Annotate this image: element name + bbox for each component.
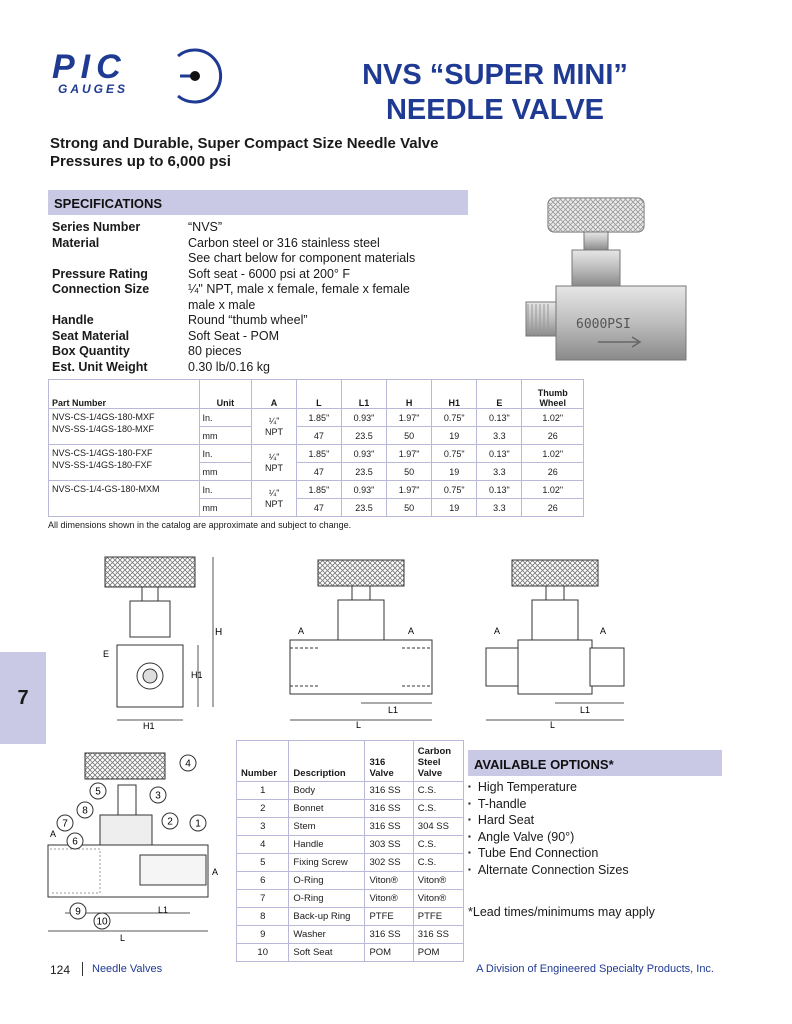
column-header: 316 Valve (365, 741, 413, 782)
component-cell: O-Ring (289, 890, 365, 908)
unit-cell: mm (199, 499, 252, 517)
callout-5 (90, 783, 106, 799)
callout-number: 10 (96, 916, 108, 928)
part-number: NVS-SS-1/4GS-180-MXF (52, 424, 155, 434)
component-cell: 7 (237, 890, 289, 908)
spec-row (52, 220, 448, 236)
spec-value: 0.30 lb/0.16 kg (188, 359, 271, 374)
spec-value: “NVS” (188, 220, 223, 234)
column-header: Carbon Steel Valve (413, 741, 463, 782)
component-cell: 303 SS (365, 836, 413, 854)
dim-l-label: L (550, 720, 556, 728)
component-cell: C.S. (413, 782, 463, 800)
dim-a-label-left: A (494, 626, 501, 636)
component-cell: POM (365, 944, 413, 962)
dim-l1-label: L1 (580, 705, 591, 715)
spec-row (52, 298, 448, 314)
footer-page-number: 124 (50, 963, 71, 977)
part-number: NVS-CS-1/4GS-180-FXF (52, 448, 153, 458)
component-cell: 6 (237, 872, 289, 890)
drawing-front-view (95, 545, 235, 730)
callout-number: 6 (72, 836, 78, 848)
callout-3 (150, 787, 166, 803)
dimension-cell: 50 (387, 499, 432, 517)
dimension-cell: 3.3 (477, 463, 522, 481)
unit-cell: mm (199, 463, 252, 481)
spec-label: Seat Material (52, 328, 130, 343)
component-cell: 302 SS (365, 854, 413, 872)
table-row (237, 872, 464, 890)
dimension-cell: 1.85" (296, 481, 341, 499)
subtitle-line1: Strong and Durable, Super Compact Size Needle Valve (50, 135, 439, 152)
product-photo (508, 192, 698, 372)
callout-number: 4 (185, 758, 191, 770)
dimension-cell: 0.93" (341, 445, 386, 463)
dimension-cell: 0.13" (477, 445, 522, 463)
dim-a-label-right: A (600, 626, 607, 636)
option-item: ▪ T-handle (468, 797, 629, 814)
page-title-line1: NVS “SUPER MINI” (362, 59, 628, 91)
callout-number: 7 (62, 818, 68, 830)
dimension-cell: 3.3 (477, 499, 522, 517)
dimension-cell: 1.85" (296, 409, 341, 427)
component-cell: Body (289, 782, 365, 800)
spec-label (52, 251, 188, 267)
column-header: L1 (341, 380, 386, 409)
drawing-mxm-view (480, 548, 630, 728)
dimension-cell: 1.02" (522, 409, 584, 427)
dim-l1-label: L1 (388, 705, 399, 715)
spec-value: 80 pieces (188, 344, 242, 358)
dimension-cell: 3.3 (477, 427, 522, 445)
connection-fraction: ¼" (268, 415, 280, 426)
table-row (49, 445, 584, 463)
dimension-cell: 23.5 (341, 463, 386, 481)
footer-section: Needle Valves (92, 963, 163, 975)
dimension-cell: 47 (296, 499, 341, 517)
callout-number: 3 (155, 790, 161, 802)
table-row (49, 481, 584, 499)
spec-value: Soft seat - 6000 psi at 200° F (188, 266, 351, 281)
logo-subtext: GAUGES (58, 82, 129, 96)
specifications-heading: SPECIFICATIONS (48, 190, 468, 215)
dimension-cell: 1.02" (522, 481, 584, 499)
dimensions-table (48, 379, 584, 517)
component-cell: 304 SS (413, 818, 463, 836)
exploded-view-drawing (40, 745, 230, 945)
spec-row (52, 313, 448, 329)
spec-value: male x male (188, 297, 256, 312)
dimension-cell: 23.5 (341, 499, 386, 517)
component-cell: Viton® (413, 890, 463, 908)
part-number: NVS-SS-1/4GS-180-FXF (52, 460, 153, 470)
component-cell: Viton® (365, 872, 413, 890)
component-cell: 316 SS (413, 926, 463, 944)
component-cell: 3 (237, 818, 289, 836)
spec-value: Round “thumb wheel” (188, 313, 308, 327)
component-cell: PTFE (413, 908, 463, 926)
component-cell: 2 (237, 800, 289, 818)
spec-label: Handle (52, 313, 94, 327)
section-tab: 7 (0, 652, 46, 744)
dim-h-label: H (215, 627, 223, 638)
column-header: Number (237, 741, 289, 782)
dimension-cell: 0.75" (432, 445, 477, 463)
callout-4 (180, 755, 196, 771)
callout-2 (162, 813, 178, 829)
column-header: Unit (199, 380, 252, 409)
dimension-cell: 1.97" (387, 409, 432, 427)
table-header-row (49, 380, 584, 409)
dimension-cell: 1.02" (522, 445, 584, 463)
callout-10 (94, 913, 110, 929)
component-cell: 316 SS (365, 818, 413, 836)
spec-row (52, 236, 448, 252)
unit-cell: In. (199, 445, 252, 463)
table-row (237, 818, 464, 836)
callout-7 (57, 815, 73, 831)
table-row (237, 854, 464, 872)
option-item: ▪ Hard Seat (468, 813, 629, 830)
dim-l1-label: L1 (158, 905, 169, 915)
component-cell: PTFE (365, 908, 413, 926)
table-row (237, 926, 464, 944)
dim-h1-bottom-label: H1 (143, 721, 155, 730)
table-row (49, 409, 584, 427)
component-cell: 8 (237, 908, 289, 926)
dim-a-label-left: A (298, 626, 305, 636)
component-cell: Bonnet (289, 800, 365, 818)
table-row (237, 782, 464, 800)
callout-6 (67, 833, 83, 849)
dimension-cell: 0.13" (477, 481, 522, 499)
footer-division: A Division of Engineered Specialty Products, Inc. (476, 963, 714, 975)
column-header: H (387, 380, 432, 409)
callout-number: 2 (167, 816, 173, 828)
part-number: NVS-CS-1/4GS-180-MXF (52, 412, 155, 422)
page-title-line2: NEEDLE VALVE (385, 94, 605, 126)
table-header-row (237, 741, 464, 782)
dimension-cell: 0.13" (477, 409, 522, 427)
table-row (237, 908, 464, 926)
photo-marking: 6000PSI (576, 317, 631, 332)
dimension-cell: 50 (387, 463, 432, 481)
component-cell: 316 SS (365, 926, 413, 944)
dimension-cell: 26 (522, 463, 584, 481)
component-cell: Handle (289, 836, 365, 854)
logo-text: PIC (52, 48, 127, 86)
column-header: H1 (432, 380, 477, 409)
dimensions-note: All dimensions shown in the catalog are approximate and subject to change. (48, 520, 352, 530)
dimension-cell: 26 (522, 499, 584, 517)
unit-cell: In. (199, 409, 252, 427)
spec-label: Material (52, 235, 100, 250)
spec-value: Carbon steel or 316 stainless steel (188, 235, 380, 250)
connection-size-cell (252, 445, 297, 481)
dimension-cell: 0.75" (432, 409, 477, 427)
spec-row (52, 267, 448, 283)
component-cell: Washer (289, 926, 365, 944)
component-cell: Fixing Screw (289, 854, 365, 872)
footer-divider (82, 962, 83, 976)
spec-label: Box Quantity (52, 344, 130, 358)
dimension-cell: 0.93" (341, 481, 386, 499)
component-cell: C.S. (413, 854, 463, 872)
component-cell: POM (413, 944, 463, 962)
connection-size-cell (252, 409, 297, 445)
drawing-fxf-view (280, 548, 440, 728)
part-number: NVS-CS-1/4-GS-180-MXM (52, 484, 160, 494)
spec-label (52, 298, 188, 314)
component-cell: C.S. (413, 836, 463, 854)
spec-label: Connection Size (52, 282, 150, 296)
component-cell: 5 (237, 854, 289, 872)
dimension-cell: 50 (387, 427, 432, 445)
dim-e-label: E (103, 649, 110, 659)
component-cell: O-Ring (289, 872, 365, 890)
components-table (236, 740, 464, 962)
component-cell: Viton® (365, 890, 413, 908)
unit-cell: In. (199, 481, 252, 499)
connection-fraction: ¼" (268, 451, 280, 462)
option-item: ▪ Angle Valve (90°) (468, 830, 629, 847)
dimension-cell: 19 (432, 499, 477, 517)
dimension-cell: 1.97" (387, 481, 432, 499)
column-header: Thumb Wheel (522, 380, 584, 409)
spec-value: Soft Seat - POM (188, 328, 280, 343)
dimension-cell: 26 (522, 427, 584, 445)
options-note: *Lead times/minimums may apply (468, 905, 655, 919)
dim-l-label: L (120, 933, 126, 943)
column-header: E (477, 380, 522, 409)
dim-a-label-left: A (50, 829, 57, 839)
spec-row (52, 360, 448, 376)
subtitle (50, 135, 438, 171)
specifications-list (52, 220, 448, 375)
column-header: Part Number (49, 380, 200, 409)
connection-type: NPT (265, 426, 284, 437)
callout-1 (190, 815, 206, 831)
spec-row (52, 344, 448, 360)
option-item: ▪ Alternate Connection Sizes (468, 863, 629, 880)
spec-label: Series Number (52, 220, 141, 234)
dimension-cell: 0.75" (432, 481, 477, 499)
component-cell: Viton® (413, 872, 463, 890)
dimension-cell: 23.5 (341, 427, 386, 445)
component-cell: Soft Seat (289, 944, 365, 962)
options-heading: AVAILABLE OPTIONS* (468, 750, 722, 776)
component-cell: 9 (237, 926, 289, 944)
dimension-cell: 0.93" (341, 409, 386, 427)
dimension-cell: 19 (432, 463, 477, 481)
logo (50, 48, 225, 104)
spec-value: ¼" NPT, male x female, female x female (188, 282, 410, 296)
dimension-cell: 19 (432, 427, 477, 445)
callout-8 (77, 802, 93, 818)
component-cell: 316 SS (365, 800, 413, 818)
spec-label: Est. Unit Weight (52, 359, 148, 374)
option-item: ▪ Tube End Connection (468, 846, 629, 863)
callout-number: 9 (75, 906, 81, 918)
callout-9 (70, 903, 86, 919)
column-header: A (252, 380, 297, 409)
dimension-cell: 1.85" (296, 445, 341, 463)
table-row (237, 944, 464, 962)
dim-h1-label: H1 (191, 670, 203, 680)
dimension-cell: 47 (296, 463, 341, 481)
spec-value: See chart below for component materials (188, 251, 416, 265)
callout-number: 5 (95, 786, 101, 798)
column-header: L (296, 380, 341, 409)
connection-size-cell (252, 481, 297, 517)
part-number-cell (49, 481, 200, 517)
dimension-cell: 1.97" (387, 445, 432, 463)
dim-a-label-right: A (408, 626, 415, 636)
dimension-cell: 47 (296, 427, 341, 445)
table-row (237, 800, 464, 818)
connection-type: NPT (265, 462, 284, 473)
component-cell: Stem (289, 818, 365, 836)
spec-row (52, 251, 448, 267)
table-row (237, 836, 464, 854)
component-cell: 4 (237, 836, 289, 854)
dim-a-label-right: A (212, 867, 219, 877)
options-list (468, 780, 629, 879)
part-number-cell (49, 409, 200, 445)
connection-fraction: ¼" (268, 487, 280, 498)
component-cell: C.S. (413, 800, 463, 818)
dim-l-label: L (356, 720, 362, 728)
connection-type: NPT (265, 498, 284, 509)
option-item: ▪ High Temperature (468, 780, 629, 797)
unit-cell: mm (199, 427, 252, 445)
component-cell: 316 SS (365, 782, 413, 800)
spec-row (52, 329, 448, 345)
spec-label: Pressure Rating (52, 266, 148, 281)
part-number-cell (49, 445, 200, 481)
callout-number: 8 (82, 805, 88, 817)
component-cell: 10 (237, 944, 289, 962)
spec-row (52, 282, 448, 298)
component-cell: 1 (237, 782, 289, 800)
column-header: Description (289, 741, 365, 782)
callout-number: 1 (195, 818, 201, 830)
subtitle-line2: Pressures up to 6,000 psi (50, 153, 231, 170)
component-cell: Back-up Ring (289, 908, 365, 926)
table-row (237, 890, 464, 908)
